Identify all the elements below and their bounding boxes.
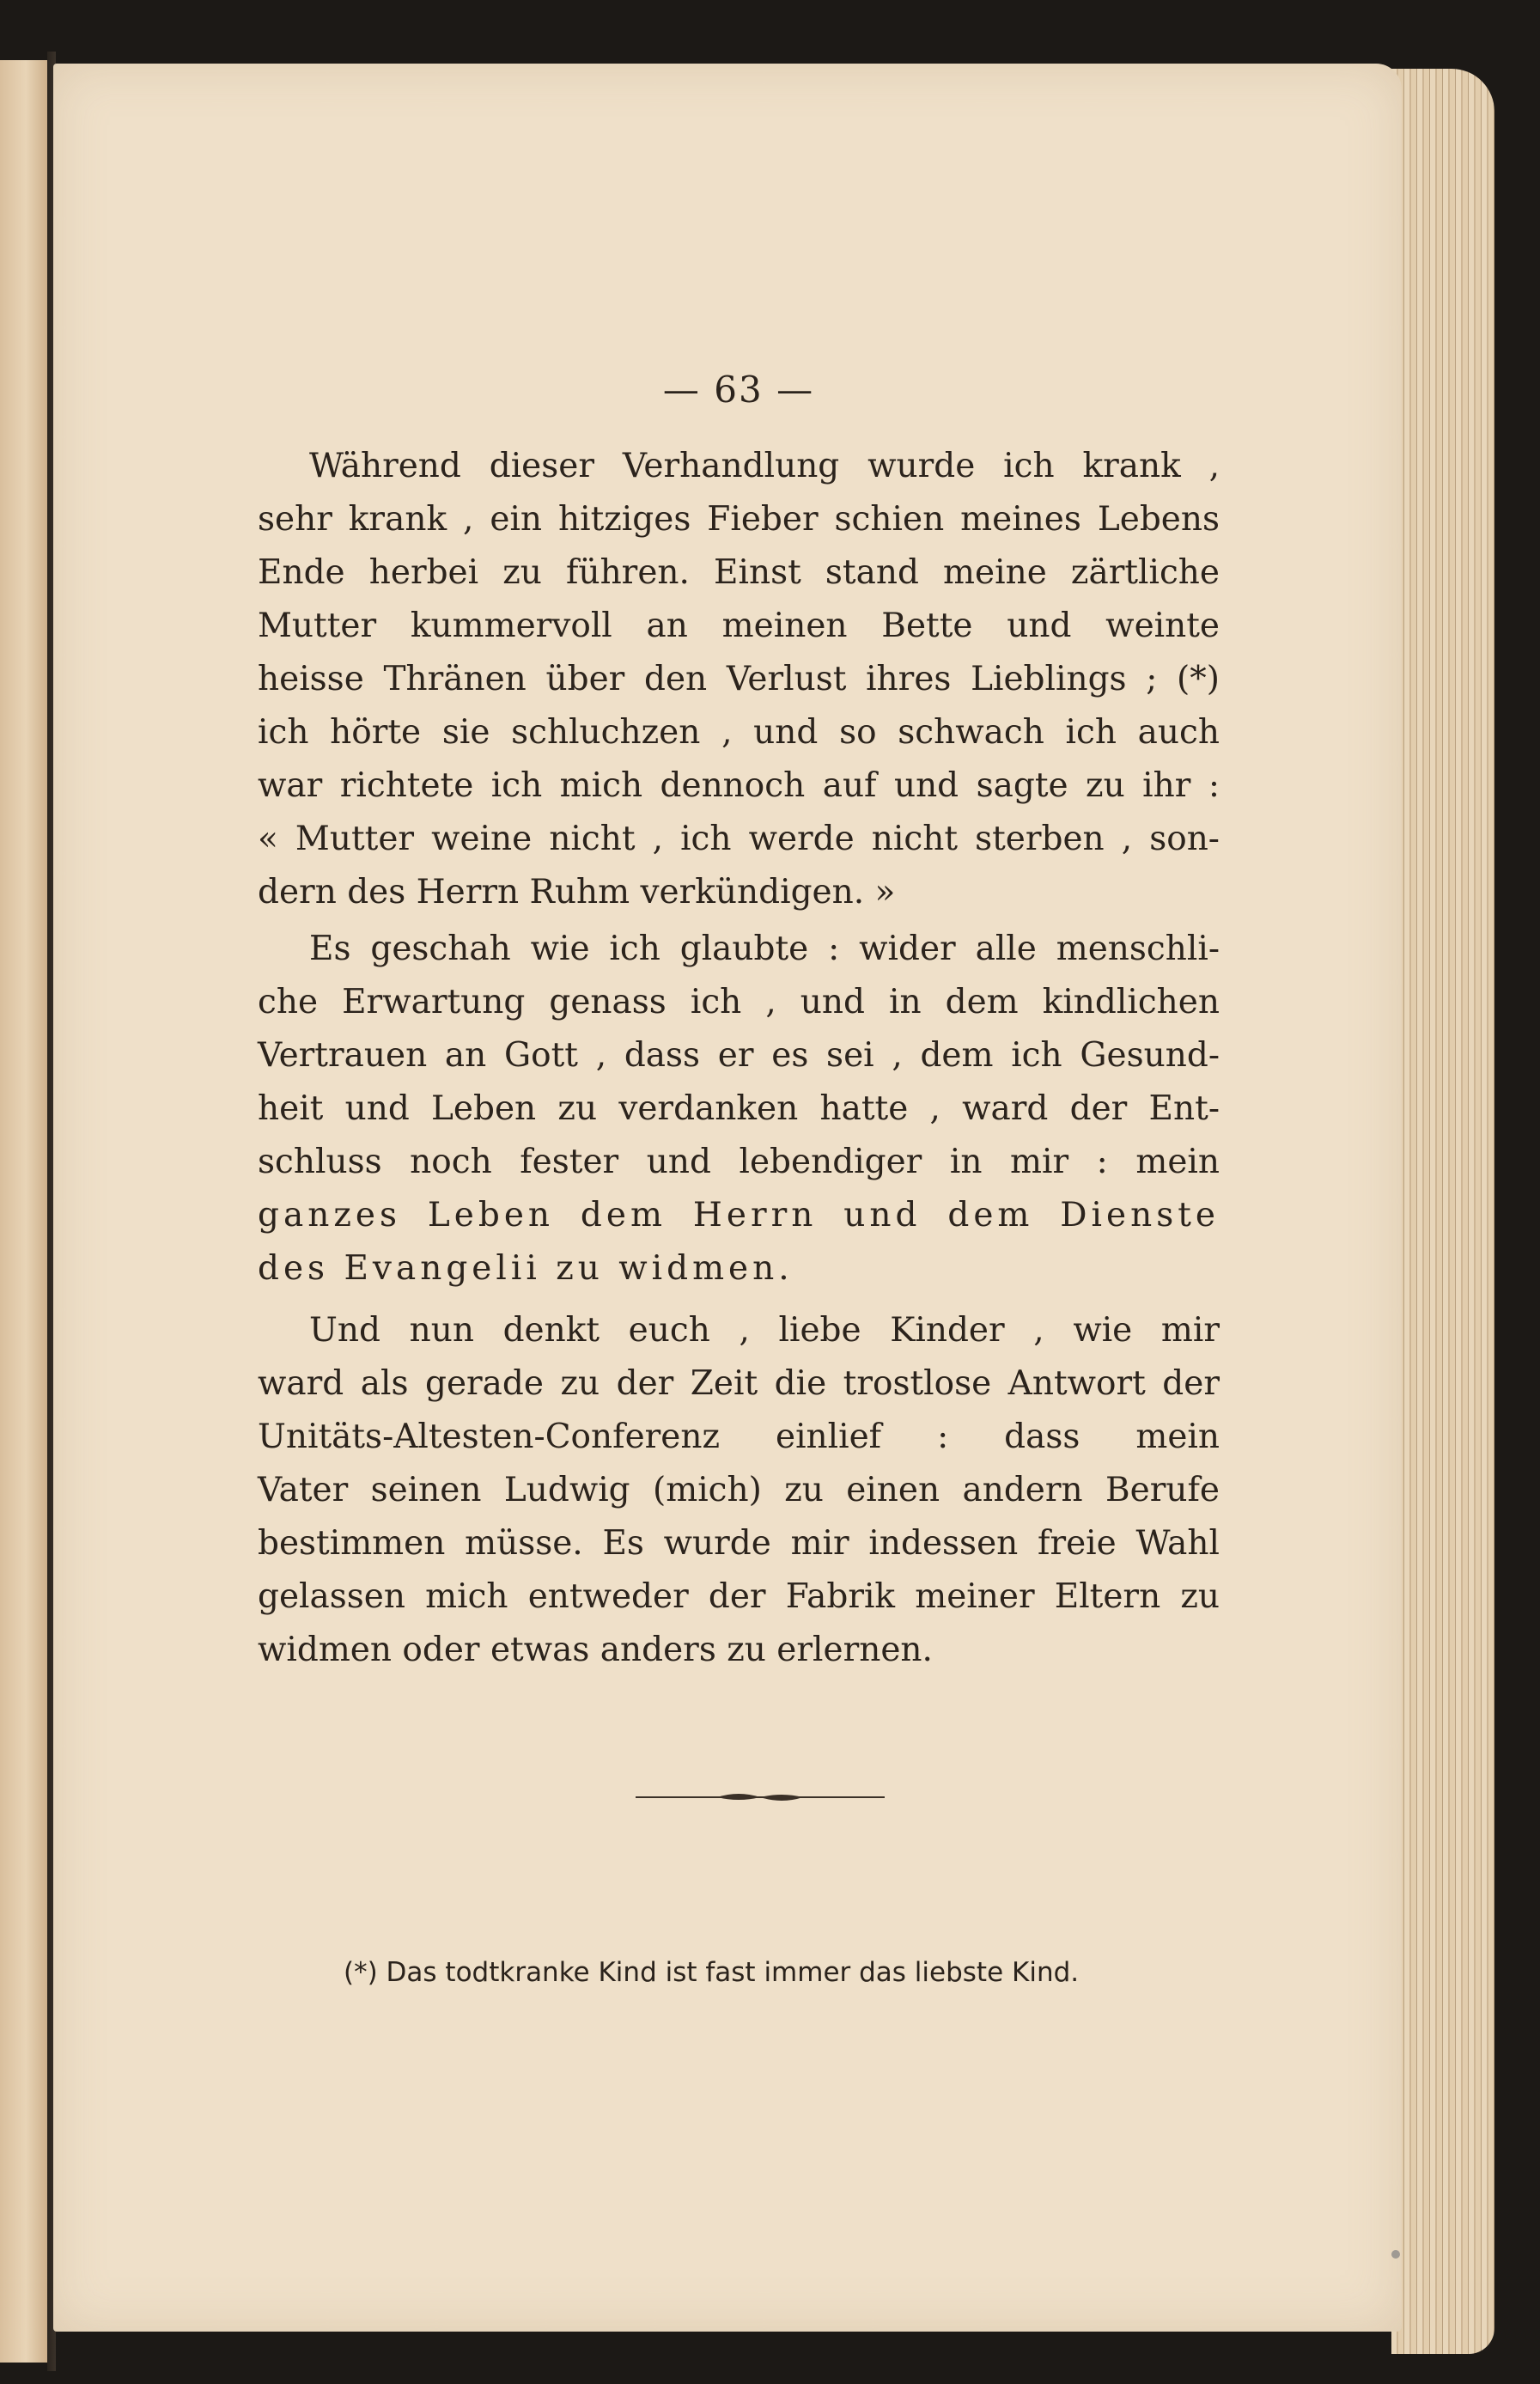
text-line: Unitäts-Altesten-Conferenz einlief : dass mein [258,1418,1220,1456]
text-line: schluss noch fester und lebendiger in mir : mein [258,1143,1220,1181]
text-line: widmen oder etwas anders zu erlernen. [258,1631,933,1669]
book-page [53,64,1402,2332]
text-line: Vater seinen Ludwig (mich) zu einen andern Berufe [258,1471,1220,1509]
text-line: heisse Thränen über den Verlust ihres Lieblings ; (*) [258,660,1220,698]
text-line: ich hörte sie schluchzen , und so schwach ich auch [258,713,1220,752]
text-line: Und nun denkt euch , liebe Kinder , wie mir [309,1311,1220,1350]
text-line: Vertrauen an Gott , dass er es sei , dem ich Gesund- [258,1036,1220,1075]
footnote: (*) Das todtkranke Kind ist fast immer das liebste Kind. [344,1957,1080,1988]
text-line: Es geschah wie ich glaubte : wider alle menschli- [309,930,1220,968]
text-line: ward als gerade zu der Zeit die trostlose Antwort der [258,1364,1220,1403]
text-line: des Evangelii zu widmen. [258,1249,794,1288]
left-page-edge [0,60,49,2363]
text-line: che Erwartung genass ich , und in dem kindlichen [258,983,1220,1021]
text-line: Während dieser Verhandlung wurde ich krank , [309,447,1220,485]
page-edges [1391,69,1494,2354]
text-line: ganzes Leben dem Herrn und dem Dienste [258,1196,1220,1235]
text-line: heit und Leben zu verdanken hatte , ward der Ent- [258,1089,1220,1128]
text-line: bestimmen müsse. Es wurde mir indessen freie Wahl [258,1524,1220,1563]
text-line: gelassen mich entweder der Fabrik meiner Eltern zu [258,1577,1220,1616]
text-line: Mutter kummervoll an meinen Bette und weinte [258,607,1220,645]
paper-speck [1391,2250,1400,2259]
text-line: « Mutter weine nicht , ich werde nicht sterben , son- [258,820,1220,858]
text-line: dern des Herrn Ruhm verkündigen. » [258,873,896,912]
text-line: sehr krank , ein hitziges Fieber schien meines Lebens [258,500,1220,539]
ornament-divider [636,1789,885,1806]
text-line: war richtete ich mich dennoch auf und sagte zu ihr : [258,766,1220,805]
text-line: Ende herbei zu führen. Einst stand meine zärtliche [258,553,1220,592]
page-number: — 63 — [662,369,815,411]
